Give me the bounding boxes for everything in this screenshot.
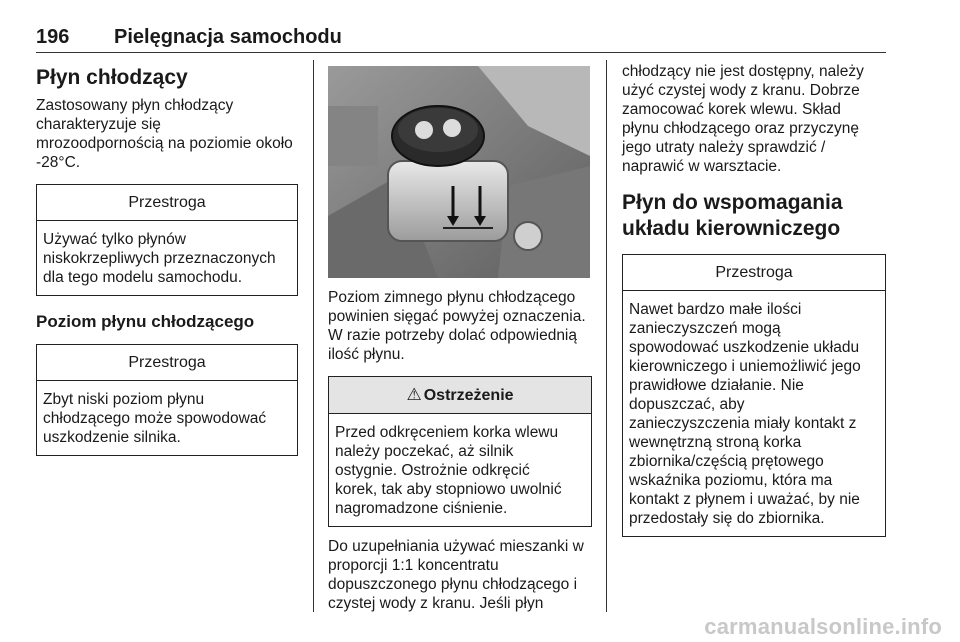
warning-body: Przed odkręceniem korka wlewu należy poczekać, aż silnik ostygnie. Ostrożnie odkręcić korek, tak aby stopniowo uwolnić nagromadzone ciśnienie. bbox=[335, 424, 562, 517]
warning-header bbox=[329, 377, 591, 414]
column-3 bbox=[622, 62, 886, 537]
caution-title: Przestroga bbox=[37, 185, 297, 221]
page-number: 196 bbox=[36, 26, 70, 48]
warning-triangle-icon: ⚠ bbox=[406, 385, 422, 404]
coolant-mix-text: Do uzupełniania używać mieszanki w proporcji 1:1 koncentratu dopuszczonego płynu chłodzącego i czystej wody z kranu. Jeśli płyn bbox=[328, 538, 584, 612]
watermark: carmanualsonline.info bbox=[704, 614, 942, 639]
warning-title: Ostrzeżenie bbox=[423, 387, 514, 404]
caution-title: Przestroga bbox=[623, 255, 885, 291]
caution-box-coolant-type bbox=[36, 184, 298, 296]
caution-title: Przestroga bbox=[37, 345, 297, 381]
caution-body: Nawet bardzo małe ilości zanieczyszczeń mogą spowodować uszkodzenie układu kierowniczego i uniemożliwić jego prawidłowe działanie. Nie dopuszczać, aby zanieczyszczenia miały kontakt z wewnętrzną stroną korka zbiornika/częścią prętowego wskaźnika poziomu, która ma kontakt z płynem i uważać, by nie przedostały się do zbiornika. bbox=[629, 301, 861, 527]
column-2 bbox=[328, 62, 592, 613]
running-title: Pielęgnacja samochodu bbox=[114, 26, 342, 48]
column-1 bbox=[36, 62, 298, 456]
caution-box-steering bbox=[622, 254, 886, 537]
caution-body: Zbyt niski poziom płynu chłodzącego może spowodować uszkodzenie silnika. bbox=[43, 391, 267, 446]
coolant-intro: Zastosowany płyn chłodzący charakteryzuje się mrozoodpornością na poziomie około -28°C. bbox=[36, 97, 293, 171]
caution-box-low-level bbox=[36, 344, 298, 456]
column-divider-2 bbox=[606, 60, 607, 612]
coolant-reservoir-photo bbox=[328, 66, 590, 278]
column-divider-1 bbox=[313, 60, 314, 612]
warning-box bbox=[328, 376, 592, 527]
section-title-power-steering: Płyn do wspomagania układu kierowniczego bbox=[622, 191, 843, 240]
caution-body: Używać tylko płynów niskokrzepliwych przeznaczonych dla tego modelu samochodu. bbox=[43, 231, 276, 286]
coolant-continued-text: chłodzący nie jest dostępny, należy użyć czystej wody z kranu. Dobrze zamocować korek wlewu. Skład płynu chłodzącego oraz przyczynę jego utraty należy sprawdzić / naprawić w warsztacie. bbox=[622, 63, 864, 175]
coolant-level-text: Poziom zimnego płynu chłodzącego powinien sięgać powyżej oznaczenia. W razie potrzeby dolać odpowiednią ilość płynu. bbox=[328, 289, 586, 363]
subheading-coolant-level: Poziom płynu chłodzącego bbox=[36, 312, 255, 331]
page-header bbox=[36, 26, 886, 53]
section-title-coolant: Płyn chłodzący bbox=[36, 66, 188, 89]
